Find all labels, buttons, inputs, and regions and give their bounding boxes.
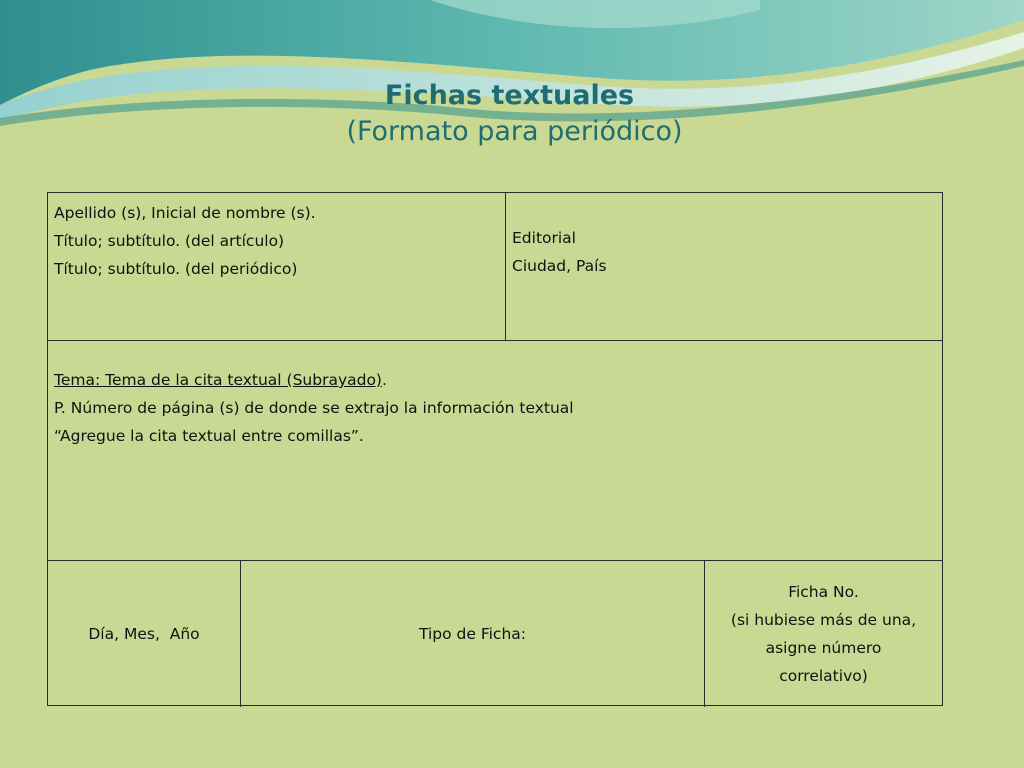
quote-line: “Agregue la cita textual entre comillas”. [54,427,364,445]
ficha-card [47,192,943,706]
ficha-note-3: correlativo) [779,667,868,685]
card-row-content [48,341,942,561]
page-subtitle: (Formato para periódico) [346,116,683,147]
card-row-footer [48,561,942,707]
page-title: Fichas textuales [384,80,635,111]
type-cell [241,561,705,707]
city-country-line: Ciudad, País [512,257,607,275]
tema-line [54,366,936,394]
publisher-line: Editorial [512,229,576,247]
page-number-line: P. Número de página (s) de donde se extrajo la información textual [54,399,574,417]
date-cell [48,561,241,707]
content-cell [48,341,942,560]
type-label: Tipo de Ficha: [418,625,526,643]
tema-text: Tema: Tema de la cita textual (Subrayado) [54,371,382,389]
ficha-note-1: (si hubiese más de una, [730,611,917,629]
number-cell [705,561,942,707]
card-row-reference [48,193,942,341]
reference-cell [48,193,506,340]
newspaper-title-line: Título; subtítulo. (del periódico) [54,260,298,278]
ficha-number-label: Ficha No. [788,583,859,601]
tema-period: . [381,371,387,389]
publisher-cell [506,193,942,340]
article-title-line: Título; subtítulo. (del artículo) [54,232,285,250]
author-line: Apellido (s), Inicial de nombre (s). [54,204,316,222]
date-label: Día, Mes, Año [88,625,200,643]
ficha-note-2: asigne número [765,639,882,657]
title-block [0,80,1024,147]
